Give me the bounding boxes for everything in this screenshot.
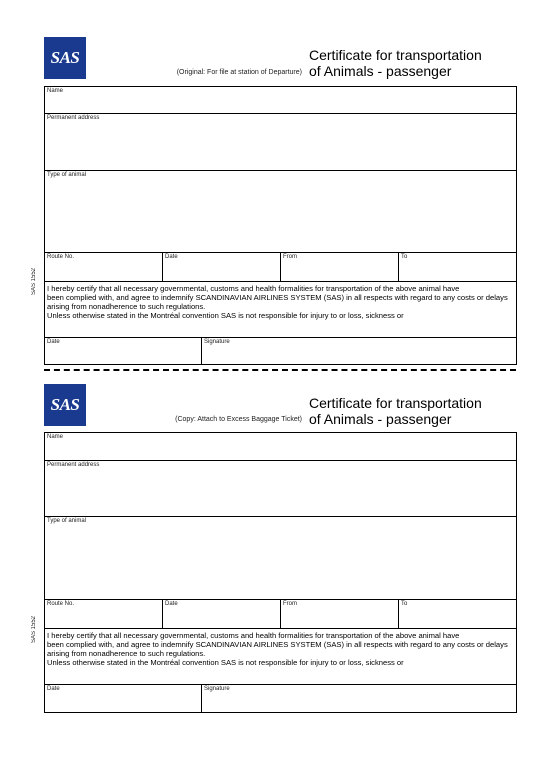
date-field[interactable] [163, 600, 281, 628]
signature-row [45, 685, 517, 713]
address-field[interactable] [45, 461, 517, 517]
certification-text [45, 282, 517, 338]
from-field[interactable] [281, 253, 399, 281]
name-label: Name [47, 434, 64, 440]
certificate-title: Certificate for transportation of Animals - passenger [309, 47, 482, 79]
date-label: Date [165, 601, 178, 607]
route-label: Route No. [47, 601, 75, 607]
certification-line: Unless otherwise stated in the Montréal convention SAS is not responsible for injury to or loss, sickness or [47, 311, 404, 320]
route-label: Route No. [47, 254, 75, 260]
certification-text [45, 629, 517, 685]
sign-date-label: Date [47, 339, 60, 345]
route-row [45, 600, 517, 629]
animal-field[interactable] [45, 171, 517, 253]
address-field[interactable] [45, 114, 517, 171]
signature-label: Signature [204, 339, 230, 345]
to-field[interactable] [399, 253, 516, 281]
to-label: To [401, 254, 408, 260]
name-field[interactable] [45, 87, 517, 114]
sign-date-field[interactable] [45, 685, 202, 712]
to-label: To [401, 601, 408, 607]
sign-date-label: Date [47, 686, 60, 692]
animal-label: Type of animal [47, 518, 87, 524]
name-label: Name [47, 88, 64, 94]
signature-field[interactable] [202, 685, 516, 712]
animal-field[interactable] [45, 517, 517, 600]
animal-label: Type of animal [47, 172, 87, 178]
route-row [45, 253, 517, 282]
certification-line: been complied with, and agree to indemnify SCANDINAVIAN AIRLINES SYSTEM (SAS) in all respects with regard to any costs or delays arising from nonadherence to such regulations. [47, 293, 508, 311]
form-code: SAS 1552 [31, 615, 37, 643]
from-label: From [283, 601, 297, 607]
from-field[interactable] [281, 600, 399, 628]
route-field[interactable] [45, 253, 163, 281]
copy-subtitle: (Copy: Attach to Excess Baggage Ticket) [175, 416, 302, 423]
form [44, 86, 517, 365]
sas-logo: SAS [44, 384, 86, 426]
form [44, 432, 517, 713]
route-field[interactable] [45, 600, 163, 628]
sign-date-field[interactable] [45, 338, 202, 364]
certification-line: I hereby certify that all necessary governmental, customs and health formalities for transportation of the above animal have [47, 284, 460, 293]
copy-subtitle: (Original: For file at station of Departure) [176, 69, 302, 76]
form-code: SAS 1552 [31, 267, 37, 295]
certification-line: Unless otherwise stated in the Montréal convention SAS is not responsible for injury to or loss, sickness or [47, 658, 404, 667]
address-label: Permanent address [47, 462, 100, 468]
to-field[interactable] [399, 600, 516, 628]
certification-line: been complied with, and agree to indemnify SCANDINAVIAN AIRLINES SYSTEM (SAS) in all respects with regard to any costs or delays arising from nonadherence to such regulations. [47, 640, 508, 658]
sas-logo: SAS [44, 37, 86, 79]
date-field[interactable] [163, 253, 281, 281]
address-label: Permanent address [47, 115, 100, 121]
certification-line: I hereby certify that all necessary governmental, customs and health formalities for transportation of the above animal have [47, 631, 460, 640]
from-label: From [283, 254, 297, 260]
signature-field[interactable] [202, 338, 516, 364]
certificate-title: Certificate for transportation of Animals - passenger [309, 395, 482, 427]
name-field[interactable] [45, 433, 517, 461]
signature-row [45, 338, 517, 365]
cut-line [44, 369, 516, 371]
signature-label: Signature [204, 686, 230, 692]
date-label: Date [165, 254, 178, 260]
